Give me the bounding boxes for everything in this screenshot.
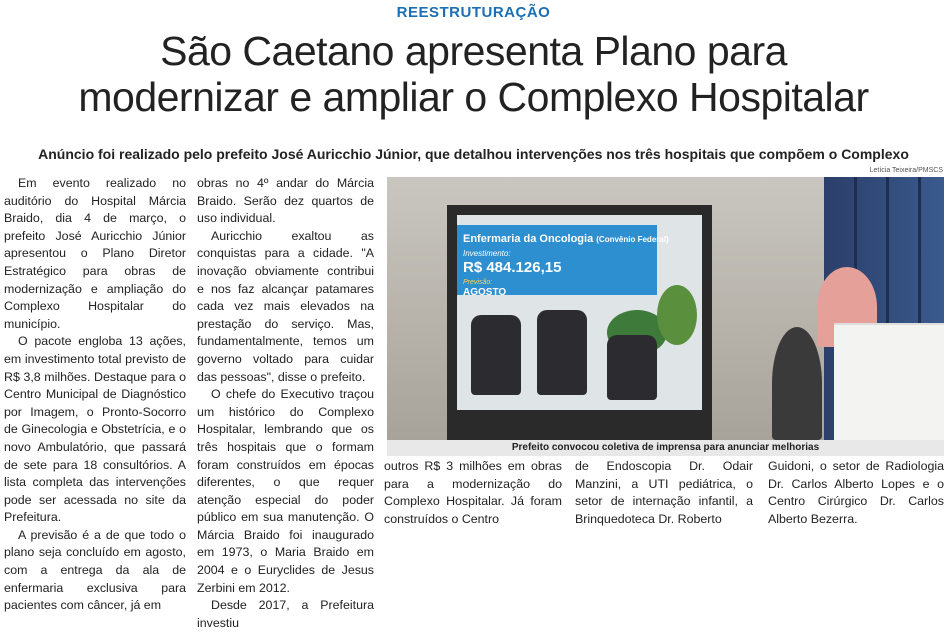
plant-image [657,285,697,345]
slide-forecast-label: Previsão: [463,279,493,286]
press-conference-photo [387,177,944,440]
paragraph: O chefe do Executivo traçou um histórico do Complexo Hospitalar, lembrando que os três hospitais que o formam foram construídos em épocas diferentes, o que requer atenção especial do poder público em sua manutenção. O Márcia Braido foi inaugurado em 1973, o Maria Braido em 2004 e o Euryclides de Jesus Zerbini em 2012. [197,387,374,595]
photo-caption: Prefeito convocou coletiva de imprensa para anunciar melhorias [387,440,944,456]
paragraph: de Endoscopia Dr. Odair Manzini, a UTI pediátrica, o setor de internação infantil, a Brinquedoteca Dr. Roberto [575,459,753,526]
headline-line-2: modernizar e ampliar o Complexo Hospitalar [78,74,869,120]
body-column-5 [768,458,944,528]
chair-image [607,335,657,400]
paragraph: O pacote engloba 13 ações, em investimento total previsto de R$ 3,8 milhões. Destaque para o Centro Municipal de Diagnóstico por Imagem, o Pronto-Socorro de Ginecologia e Obstetrícia, e o novo Ambulatório, que passará de sete para 18 consultórios. A lista completa das intervenções pode ser acessada no site da Prefeitura. [4,334,186,525]
slide-investment-value: R$ 484.126,15 [463,259,562,276]
slide-header-box [457,225,669,298]
photo-credit: Letícia Teixeira/PMSCS [869,167,943,174]
paragraph: Guidoni, o setor de Radiologia Dr. Carlos Alberto Lopes e o Centro Cirúrgico Dr. Carlos Alberto Bezerra. [768,459,944,526]
slide-title: Enfermaria da Oncologia (Convênio Federal) [463,233,669,245]
paragraph: Em evento realizado no auditório do Hospital Márcia Braido, dia 4 de março, o prefeito José Auricchio Júnior apresentou o Plano Diretor Estratégico para obras de modernização e ampliação do Complexo Hospitalar do município. [4,176,186,331]
headline-line-1: São Caetano apresenta Plano para [160,28,787,74]
podium [834,323,944,440]
chair-image [537,310,587,395]
section-kicker: REESTRUTURAÇÃO [396,4,551,21]
body-column-3 [384,458,562,528]
deck-subtitle: Anúncio foi realizado pelo prefeito José Auricchio Júnior, que detalhou intervenções nos três hospitais que compõem o Complexo [38,146,909,162]
body-column-2 [197,175,374,632]
paragraph: Desde 2017, a Prefeitura investiu [197,598,374,630]
slide-forecast-value: AGOSTO [463,287,507,298]
paragraph: A previsão é a de que todo o plano seja concluído em agosto, com a entrega da ala de enfermaria exclusiva para pacientes com câncer, já em [4,527,186,613]
slide-investment-label: Investimento: [463,249,511,258]
body-column-4 [575,458,753,528]
paragraph: Auricchio exaltou as conquistas para a cidade. "A inovação obviamente contribui e nos faz alcançar patamares cada vez mais elevados na prestação do serviço. Mas, fundamentalmente, temos um governo voltado para cuidar das pessoas", disse o prefeito. [197,228,374,384]
paragraph: obras no 4º andar do Márcia Braido. Serão dez quartos de uso individual. [197,176,374,226]
headline [0,28,947,120]
paragraph: outros R$ 3 milhões em obras para a modernização do Complexo Hospitalar. Já foram construídos o Centro [384,459,562,526]
body-column-1 [4,175,186,615]
audience-person [772,327,822,440]
chair-image [471,315,521,395]
projected-slide [457,215,702,410]
